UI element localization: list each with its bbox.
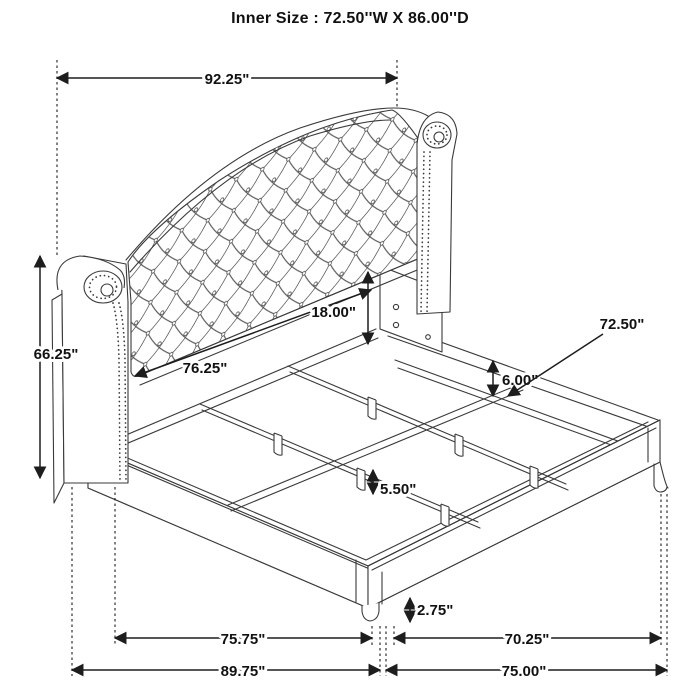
dim-overall-depth-label: 89.75" xyxy=(220,663,266,680)
dim-overall-width xyxy=(386,663,667,680)
dim-side-rail-length-label: 75.75" xyxy=(220,631,266,648)
dim-inner-width-label: 72.50" xyxy=(599,316,645,333)
dim-overall-depth xyxy=(72,663,380,680)
dim-headboard-width-label: 92.25" xyxy=(204,71,250,88)
dim-bracket-height-label: 18.00" xyxy=(311,304,356,321)
dim-corner-leg xyxy=(410,598,453,622)
dim-headboard-inner-width-label: 76.25" xyxy=(182,360,228,377)
dim-side-rail-length xyxy=(115,631,372,648)
dim-corner-leg-label: 2.75" xyxy=(417,602,454,619)
tufted-panel xyxy=(100,80,460,400)
dim-rail-lip-label: 6.00" xyxy=(502,372,539,389)
dim-foot-inner-width xyxy=(394,631,661,648)
dim-headboard-height-label: 66.25" xyxy=(33,346,79,363)
diagram-title: Inner Size : 72.50''W X 86.00''D xyxy=(231,10,469,27)
dim-center-leg-label: 5.50" xyxy=(380,481,417,498)
right-wing xyxy=(417,112,457,314)
dim-center-leg xyxy=(373,470,416,498)
dim-foot-inner-width-label: 70.25" xyxy=(504,631,550,648)
dim-overall-width-label: 75.00" xyxy=(501,663,547,680)
left-rail-fascia xyxy=(88,446,368,608)
dim-headboard-width xyxy=(57,71,397,88)
